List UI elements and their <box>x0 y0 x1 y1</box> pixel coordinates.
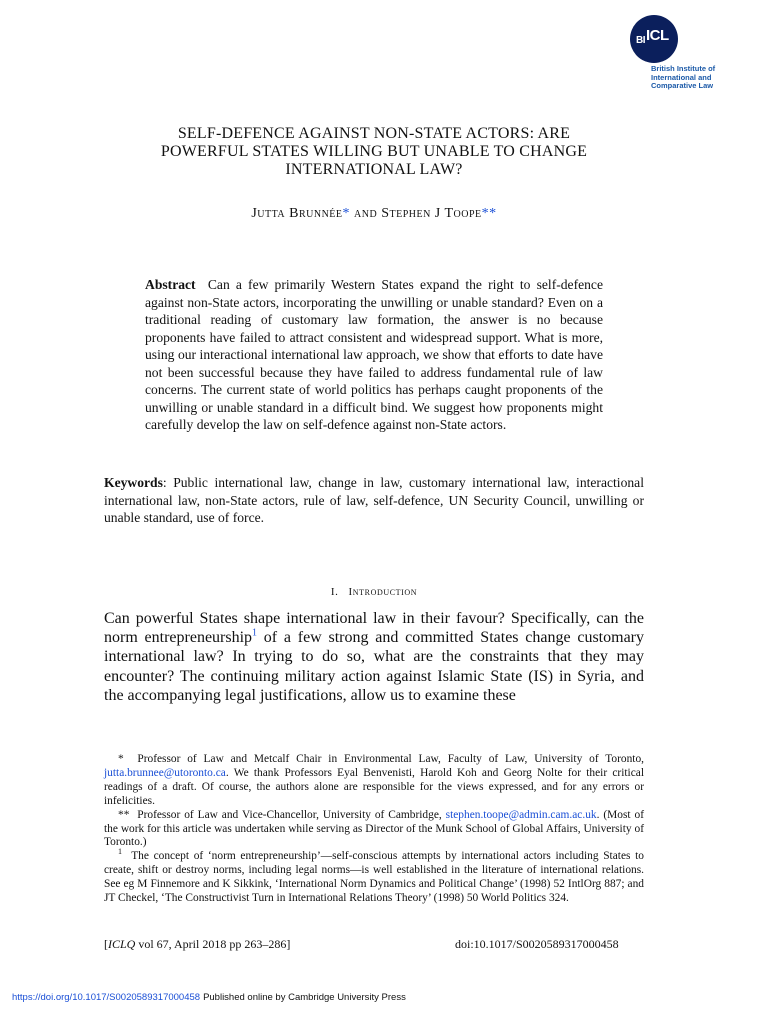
title-line: POWERFUL STATES WILLING BUT UNABLE TO CHANGE <box>160 143 588 160</box>
title-line: SELF-DEFENCE AGAINST NON-STATE ACTORS: ARE <box>177 125 571 142</box>
footnote-text: The concept of ‘norm entrepreneurship’—self-conscious attempts by international actors including States to create, shift or destroy norms, including legal norms—is well established in the literature of international relations. See eg M Finnemore and K Sikkink, ‘International Norm Dynamics and Political Change’ (1998) 52 IntlOrg 887; and JT Checkel, ‘The Constructivist Turn in International Relations Theory’ (1998) 50 World Politics 324. <box>104 850 644 905</box>
institute-line: International and <box>651 72 712 82</box>
citation-volume: vol 67, April 2018 pp 263–286] <box>135 937 291 951</box>
author-connector: and <box>350 206 382 221</box>
abstract-heading: Abstract <box>145 277 196 292</box>
section-title: Introduction <box>348 586 418 598</box>
footnote-text: . (Most of the work for this article was undertaken while serving as Director of the Munk School of Global Affairs, University of Toronto.) <box>104 808 644 849</box>
doi-link[interactable]: https://doi.org/10.1017/S0020589317000458 <box>12 992 201 1003</box>
body-text-part2: of a few strong and committed States change customary international law? In trying to do so, what are the constraints that they may encounter? The continuing military action against Islamic State (IS) in Syria, and the accompanying legal justifications, allow us to examine these <box>104 629 644 704</box>
footnote-mark: ** <box>118 808 130 821</box>
institute-name <box>651 65 715 91</box>
article-title <box>104 125 644 179</box>
bicl-logo-text <box>636 27 669 46</box>
section-number: I. <box>330 586 339 598</box>
author-first-footnote-mark[interactable]: * <box>342 206 351 221</box>
email-link-brunnee[interactable]: jutta.brunnee@utoronto.ca <box>104 766 226 779</box>
abstract-text: Can a few primarily Western States expand the right to self-defence against non-State actors, incorporating the unwilling or unable standard? Even on a traditional reading of customary law formation, the answer is no because proponents have failed to attract consistent and widespread support. What is more, using our interactional international law approach, we show that efforts to date have not been successful because they have failed to address fundamental rule of law concerns. The current state of world politics has perhaps caught proponents of the unwilling or unable standard in a difficult bind. We suggest how proponents might carefully develop the law on self-defence against non-State actors. <box>145 277 603 432</box>
footnote-1 <box>104 753 644 809</box>
body-text-part1: Can powerful States shape international law in their favour? Specifically, can the norm entrepreneurship <box>104 610 644 647</box>
publisher-footer <box>12 992 406 1003</box>
footnote-2 <box>104 809 644 851</box>
institute-line: Comparative Law <box>651 81 714 90</box>
section-heading <box>104 586 644 598</box>
footnotes <box>104 753 644 906</box>
footnote-ref-1[interactable]: 1 <box>252 627 258 639</box>
author-second-footnote-mark[interactable]: ** <box>481 206 497 221</box>
published-online-text: Published online by Cambridge University Press <box>203 992 406 1003</box>
journal-name: ICLQ <box>108 937 136 951</box>
abstract <box>145 276 603 434</box>
logo-main: ICL <box>646 27 669 44</box>
footnote-text: Professor of Law and Vice-Chancellor, University of Cambridge, <box>137 808 446 821</box>
citation-open: [ <box>104 937 108 951</box>
citation-info <box>104 937 290 952</box>
footnote-text: . We thank Professors Eyal Benvenisti, Harold Koh and Georg Nolte for their critical readings of a draft. Of course, the authors alone are responsible for the views expressed, and for any errors or infelicities. <box>104 766 644 807</box>
body-paragraph <box>104 609 644 705</box>
footnote-3 <box>104 847 644 906</box>
footnote-mark: 1 <box>118 847 122 857</box>
author-line <box>104 206 644 222</box>
logo-prefix: BI <box>636 35 645 46</box>
email-link-toope[interactable]: stephen.toope@admin.cam.ac.uk <box>445 808 597 821</box>
keywords-label: Keywords <box>104 475 163 490</box>
footnote-mark: * <box>118 753 124 765</box>
footnote-text: Professor of Law and Metcalf Chair in Environmental Law, Faculty of Law, University of Toronto, <box>137 753 644 765</box>
keywords-text: : Public international law, change in law, customary international law, interactional international law, non-State actors, rule of law, self-defence, UN Security Council, unwilling or unable standard, use of force. <box>104 475 644 525</box>
institute-line: British Institute of <box>651 64 716 73</box>
author-second: Stephen J Toope <box>381 206 482 221</box>
title-line: INTERNATIONAL LAW? <box>285 161 463 178</box>
citation-doi: doi:10.1017/S0020589317000458 <box>455 937 619 951</box>
keywords <box>104 474 644 527</box>
author-first: Jutta Brunnée <box>251 206 343 221</box>
